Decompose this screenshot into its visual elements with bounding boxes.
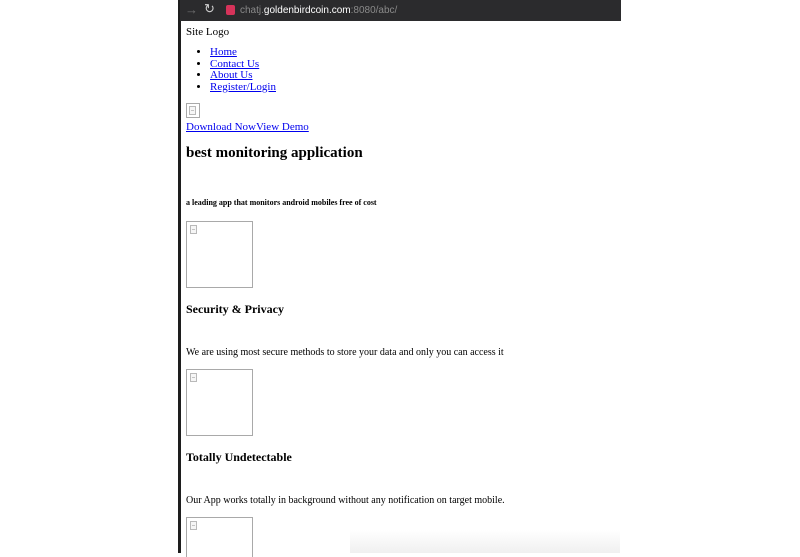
browser-toolbar bbox=[180, 0, 621, 21]
reload-icon[interactable]: ↻ bbox=[204, 1, 215, 16]
feature-text-security: We are using most secure methods to store your data and only you can access it bbox=[186, 347, 504, 358]
url-host: goldenbirdcoin.com bbox=[263, 5, 351, 16]
feature-title-security: Security & Privacy bbox=[186, 302, 284, 316]
feature-image-security bbox=[186, 221, 253, 288]
back-arrow-icon[interactable]: → bbox=[185, 2, 198, 17]
site-logo: Site Logo bbox=[186, 26, 230, 38]
url-subdomain: chatj. bbox=[240, 5, 264, 16]
broken-image-glyph-icon bbox=[190, 521, 197, 530]
hero-title: best monitoring application bbox=[186, 145, 363, 161]
feature-title-undetectable: Totally Undetectable bbox=[186, 450, 292, 464]
broken-image-icon bbox=[186, 103, 200, 118]
broken-image-glyph-icon bbox=[190, 373, 197, 382]
broken-image-glyph-icon bbox=[190, 225, 197, 234]
window-left-edge bbox=[178, 0, 181, 553]
nav-link-home[interactable]: Home bbox=[210, 46, 237, 58]
main-nav bbox=[186, 47, 276, 93]
feature-text-undetectable: Our App works totally in background without any notification on target mobile. bbox=[186, 495, 505, 506]
site-security-warning-icon[interactable] bbox=[226, 5, 235, 15]
broken-image-glyph-icon bbox=[189, 106, 196, 115]
view-demo-link[interactable]: View Demo bbox=[255, 121, 309, 133]
nav-item-register bbox=[210, 82, 276, 94]
feature-image-next bbox=[186, 517, 253, 557]
hero-subtitle: a leading app that monitors android mobiles free of cost bbox=[186, 198, 377, 207]
nav-link-register-login[interactable]: Register/Login bbox=[210, 80, 276, 93]
feature-image-undetectable bbox=[186, 369, 253, 436]
address-bar[interactable] bbox=[240, 5, 397, 17]
hero-links bbox=[186, 121, 309, 134]
download-now-link[interactable]: Download Now bbox=[186, 121, 256, 133]
url-path: :8080/abc/ bbox=[350, 5, 398, 16]
nav-link-about[interactable]: About Us bbox=[210, 69, 253, 81]
bottom-shadow bbox=[350, 530, 620, 553]
nav-link-contact[interactable]: Contact Us bbox=[210, 57, 260, 70]
